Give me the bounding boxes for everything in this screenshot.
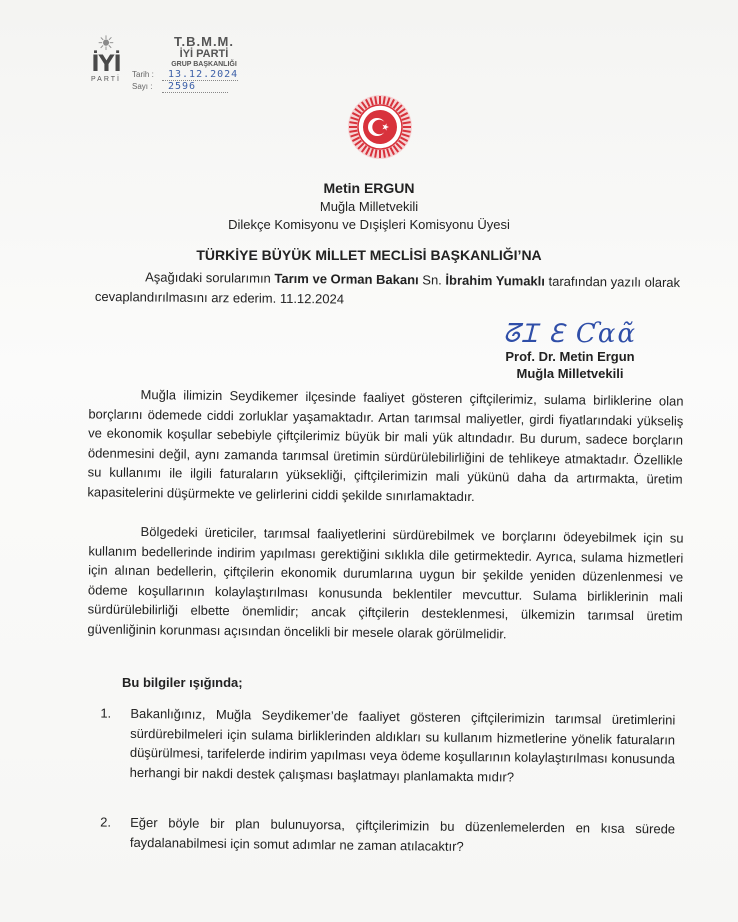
stamp-date-row	[132, 69, 262, 81]
stamp-number-label: Sayı :	[132, 82, 153, 91]
author-province: Muğla Milletvekili	[319, 199, 419, 214]
sun-icon: ☀	[97, 33, 115, 55]
question-text: Eğer böyle bir plan bulunuyorsa, çiftçilerimizin bu düzenlemelerden en kısa sürede faydalanabilmesi için somut adımlar ne zaman atılacaktır?	[129, 814, 676, 854]
intro-text: Sn.	[418, 272, 446, 288]
paragraph-text: Bölgedeki üreticiler, tarımsal faaliyetlerini sürdürebilmek ve borçlarını ödeyebilmek için su kullanım bedellerinde indirim yapılması gerektiğini sıklıkla dile getirmektedir. Ayrıca, sulama hizmetleri için alınan bedellerin, çiftçilerin ekonomik durumlarına uygun bir şekilde yeniden düzenlenmesi ve ödeme koşullarının kolaylaştırılması konusunda beklentiler mevcuttur. Sulama birliklerinin mali sürdürülebilirliği elbette önemlidir; ancak çiftçilerin desteklenmesi, ülkemizin tarımsal üretim güvenliğinin korunması açısından öncelikli bir mesele olarak görülmelidir.	[87, 524, 684, 641]
signatory-name: Prof. Dr. Metin Ergun	[505, 349, 635, 364]
stamp-number-value: 2596	[162, 81, 228, 93]
addressee-heading: TÜRKİYE BÜYÜK MİLLET MECLİSİ BAŞKANLIĞI’NA	[196, 247, 542, 263]
stamp-date-label: Tarih :	[132, 70, 154, 79]
stamp-title: T.B.M.M.	[174, 34, 234, 49]
intro-text: tarafından yazılı olarak cevaplandırılmasını arz ederim. 11.12.2024	[94, 273, 681, 307]
minister-title: Tarım ve Orman Bakanı	[274, 270, 419, 288]
question-number: 1.	[100, 705, 112, 721]
author-committee: Dilekçe Komisyonu ve Dışişleri Komisyonu Üyesi	[228, 217, 510, 232]
signature-block	[470, 320, 670, 382]
handwritten-signature: ᘔꞮ ℇ Ƈɑɑ̃	[502, 319, 638, 349]
receipt-stamp	[86, 34, 256, 104]
intro-paragraph	[95, 267, 685, 313]
question-item	[100, 812, 675, 858]
intro-text: Aşağıdaki sorularımın	[145, 269, 275, 286]
iyi-parti-logo	[86, 34, 126, 100]
paragraph-text: Muğla ilimizin Seydikemer ilçesinde faaliyet gösteren çiftçilerimiz, sulama birliklerine olan borçlarını ödemede ciddi zorluklar yaşamaktadır. Artan tarımsal maliyetler, girdi fiyatlarındaki yükseliş ve ekonomik koşullar sebebiyle çiftçilerimiz büyük bir mali yük altındadır. Bu durum, sadece borçların ödenmesini değil, aynı zamanda tarımsal üretimin sürdürülebilirliğini de tehlikeye atmaktadır. Özellikle su kullanımı ile ilgili faturaların yüksekliği, çiftçilerimizin mali yükünü daha da artırmakta, üretim kapasitelerini düşürmekte ve gelirlerini ciddi şekilde sınırlamaktadır.	[87, 387, 684, 504]
body-paragraph	[87, 521, 683, 645]
question-item	[100, 703, 676, 788]
logo-sub: PARTİ	[91, 76, 121, 83]
tbmm-seal-icon	[347, 94, 413, 160]
stamp-date-value: 13.12.2024	[162, 69, 238, 81]
minister-name: İbrahim Yumaklı	[445, 272, 546, 289]
author-name: Metin ERGUN	[323, 180, 415, 196]
body-paragraph	[87, 384, 683, 508]
question-text: Bakanlığınız, Muğla Seydikemer’de faaliyet gösteren çiftçilerimizin tarımsal üretimlerini sürdürebilmeleri için sulama birliklerinden aldıkları su kullanım hizmetlerine yönelik faturaların düşürülmesi, tarifelerde indirim yapılması veya ödeme koşullarının kolaylaştırılması konusunda herhangi bir nakdi destek çalışması başlatmayı planlamakta mıdır?	[129, 705, 676, 785]
question-number: 2.	[100, 814, 112, 830]
logo-word: İYİ	[91, 52, 121, 77]
stamp-group: GRUP BAŞKANLIĞI	[171, 61, 237, 68]
stamp-party: İYİ PARTİ	[179, 48, 229, 60]
questions-lead: Bu bilgiler ışığında;	[122, 675, 243, 690]
stamp-number-row	[132, 81, 262, 93]
signatory-title: Muğla Milletvekili	[516, 366, 624, 381]
